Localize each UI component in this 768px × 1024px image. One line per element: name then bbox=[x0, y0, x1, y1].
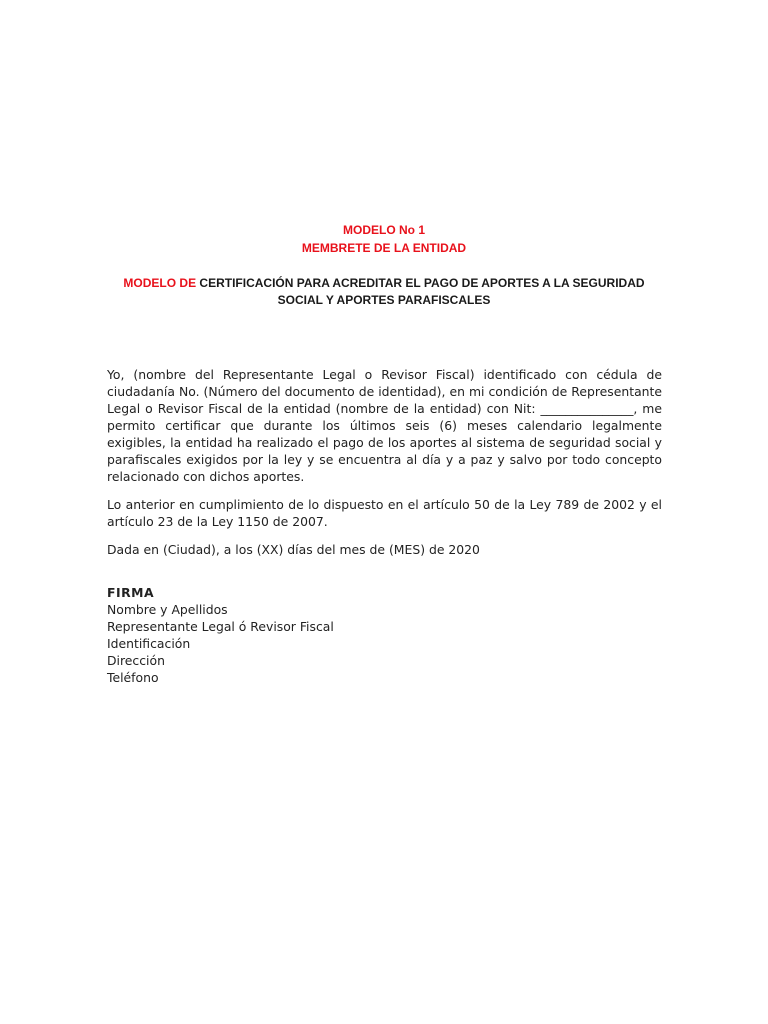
signature-label: FIRMA bbox=[107, 585, 155, 600]
signature-line-name: Nombre y Apellidos bbox=[107, 602, 228, 617]
legal-basis-paragraph: Lo anterior en cumplimiento de lo dispuesto en el artículo 50 de la Ley 789 de 2002 y el artículo 23 de la Ley 1150 de 2007. bbox=[107, 497, 662, 529]
signature-line-phone: Teléfono bbox=[107, 670, 159, 685]
signature-line-role: Representante Legal ó Revisor Fiscal bbox=[107, 619, 334, 634]
letterhead-heading: MEMBRETE DE LA ENTIDAD bbox=[301, 241, 467, 255]
signature-line-address: Dirección bbox=[107, 653, 165, 668]
date-place-line: Dada en (Ciudad), a los (XX) días del mes de (MES) de 2020 bbox=[107, 542, 480, 557]
title-main: CERTIFICACIÓN PARA ACREDITAR EL PAGO DE APORTES A LA SEGURIDAD SOCIAL Y APORTES PARAFISCALES bbox=[196, 276, 645, 307]
model-number-heading: MODELO No 1 bbox=[342, 223, 425, 237]
signature-block bbox=[107, 584, 507, 686]
signature-line-id: Identificación bbox=[107, 636, 191, 651]
document-title bbox=[100, 275, 668, 309]
certification-paragraph: Yo, (nombre del Representante Legal o Revisor Fiscal) identificado con cédula de ciudadanía No. (Número del documento de identidad), en mi condición de Representante Legal o Revisor Fiscal de la entidad (nombre de la entidad) con Nit: _______________, me permito certificar que durante los últimos seis (6) meses calendario legalmente exigibles, la entidad ha realizado el pago de los aportes al sistema de seguridad social y parafiscales exigidos por la ley y se encuentra al día y a paz y salvo por todo concepto relacionado con dichos aportes. bbox=[107, 367, 662, 484]
title-prefix: MODELO DE bbox=[123, 276, 197, 290]
